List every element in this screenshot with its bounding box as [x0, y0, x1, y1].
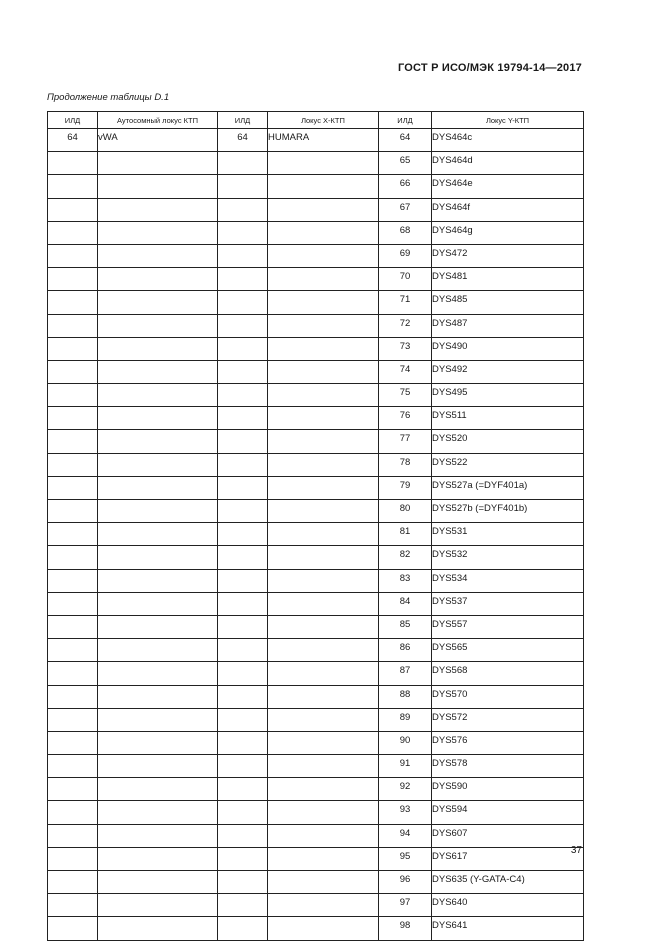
table-cell	[218, 360, 268, 383]
table-cell: 81	[379, 523, 432, 546]
table-cell	[268, 523, 379, 546]
table-row	[48, 546, 584, 569]
table-cell: DYS578	[432, 755, 584, 778]
table-cell: 88	[379, 685, 432, 708]
table-cell: 77	[379, 430, 432, 453]
table-cell	[218, 221, 268, 244]
table-row	[48, 778, 584, 801]
table-cell: 87	[379, 662, 432, 685]
table-cell: vWA	[98, 129, 218, 152]
table-cell	[98, 291, 218, 314]
table-cell	[98, 198, 218, 221]
table-cell: 98	[379, 917, 432, 940]
table-cell: 86	[379, 639, 432, 662]
table-row	[48, 847, 584, 870]
table-cell	[98, 244, 218, 267]
table-cell: 64	[218, 129, 268, 152]
table-cell	[48, 337, 98, 360]
table-row	[48, 453, 584, 476]
table-cell: DYS537	[432, 592, 584, 615]
table-row	[48, 314, 584, 337]
table-cell	[268, 824, 379, 847]
table-cell	[218, 569, 268, 592]
table-cell	[268, 847, 379, 870]
table-cell	[268, 268, 379, 291]
table-cell: DYS464e	[432, 175, 584, 198]
table-cell	[48, 476, 98, 499]
table-row	[48, 592, 584, 615]
table-cell	[48, 708, 98, 731]
table-cell	[98, 268, 218, 291]
table-cell	[98, 430, 218, 453]
table-cell: 73	[379, 337, 432, 360]
table-cell: 79	[379, 476, 432, 499]
table-cell	[268, 871, 379, 894]
table-row	[48, 430, 584, 453]
table-cell	[48, 824, 98, 847]
table-cell: DYS635 (Y-GATA-C4)	[432, 871, 584, 894]
table-body	[48, 129, 584, 941]
table-cell	[48, 152, 98, 175]
table-cell: 96	[379, 871, 432, 894]
table-row	[48, 198, 584, 221]
table-cell: 68	[379, 221, 432, 244]
table-cell: 67	[379, 198, 432, 221]
table-cell	[48, 615, 98, 638]
table-cell	[98, 894, 218, 917]
table-cell	[218, 384, 268, 407]
table-cell	[98, 708, 218, 731]
table-cell	[98, 407, 218, 430]
table-cell: DYS464c	[432, 129, 584, 152]
table-cell	[268, 152, 379, 175]
table-cell	[98, 221, 218, 244]
table-cell	[268, 360, 379, 383]
table-cell	[218, 198, 268, 221]
table-cell	[48, 221, 98, 244]
table-row	[48, 337, 584, 360]
table-cell: 69	[379, 244, 432, 267]
table-cell	[98, 639, 218, 662]
table-cell	[98, 731, 218, 754]
table-row	[48, 407, 584, 430]
table-cell	[48, 407, 98, 430]
table-row	[48, 824, 584, 847]
table-cell: 76	[379, 407, 432, 430]
table-cell	[218, 662, 268, 685]
table-row	[48, 244, 584, 267]
table-cell	[218, 639, 268, 662]
table-cell	[48, 847, 98, 870]
table-cell	[48, 500, 98, 523]
table-cell: DYS495	[432, 384, 584, 407]
page-number: 37	[570, 845, 582, 856]
table-cell	[48, 453, 98, 476]
table-row	[48, 639, 584, 662]
table-cell	[268, 778, 379, 801]
table-cell: 92	[379, 778, 432, 801]
table-cell: DYS490	[432, 337, 584, 360]
table-cell	[218, 847, 268, 870]
table-cell: 82	[379, 546, 432, 569]
data-table	[47, 111, 584, 941]
table-row	[48, 175, 584, 198]
column-header: ИЛД	[379, 112, 432, 129]
table-cell	[48, 871, 98, 894]
table-cell: DYS534	[432, 569, 584, 592]
table-cell	[268, 917, 379, 940]
table-cell: 95	[379, 847, 432, 870]
table-cell	[268, 244, 379, 267]
table-cell	[98, 500, 218, 523]
table-cell	[218, 755, 268, 778]
table-cell	[48, 685, 98, 708]
table-cell: 85	[379, 615, 432, 638]
table-cell: DYS481	[432, 268, 584, 291]
table-cell: 83	[379, 569, 432, 592]
table-cell	[48, 175, 98, 198]
table-cell	[218, 268, 268, 291]
table-cell	[98, 314, 218, 337]
table-cell: DYS492	[432, 360, 584, 383]
table-cell: 72	[379, 314, 432, 337]
table-cell	[98, 778, 218, 801]
table-cell	[48, 569, 98, 592]
table-cell	[268, 476, 379, 499]
table-row	[48, 871, 584, 894]
table-cell	[218, 731, 268, 754]
table-cell	[218, 523, 268, 546]
table-cell	[268, 546, 379, 569]
table-cell: HUMARA	[268, 129, 379, 152]
table-cell	[268, 500, 379, 523]
table-cell: DYS464d	[432, 152, 584, 175]
table-cell: 66	[379, 175, 432, 198]
table-cell	[48, 801, 98, 824]
table-cell	[48, 755, 98, 778]
table-cell	[268, 407, 379, 430]
table-cell	[98, 824, 218, 847]
table-cell: DYS527b (=DYF401b)	[432, 500, 584, 523]
table-row	[48, 221, 584, 244]
table-cell	[98, 360, 218, 383]
column-header: Локус Y-КТП	[432, 112, 584, 129]
table-cell	[98, 871, 218, 894]
table-cell: DYS487	[432, 314, 584, 337]
table-cell	[98, 615, 218, 638]
table-cell: DYS520	[432, 430, 584, 453]
table-cell	[268, 198, 379, 221]
table-cell	[98, 384, 218, 407]
table-cell	[48, 639, 98, 662]
table-cell: 65	[379, 152, 432, 175]
table-cell: DYS522	[432, 453, 584, 476]
document-header: ГОСТ Р ИСО/МЭК 19794-14—2017	[398, 62, 582, 74]
table-cell	[218, 778, 268, 801]
table-cell: DYS557	[432, 615, 584, 638]
table-cell: 71	[379, 291, 432, 314]
table-cell	[268, 314, 379, 337]
table-cell	[98, 847, 218, 870]
table-header-row	[48, 112, 584, 129]
table-cell	[268, 755, 379, 778]
table-cell	[218, 546, 268, 569]
table-cell: 70	[379, 268, 432, 291]
table-cell	[48, 360, 98, 383]
column-header: ИЛД	[48, 112, 98, 129]
table-cell	[218, 894, 268, 917]
table-cell	[268, 801, 379, 824]
table-cell	[48, 731, 98, 754]
table-cell	[268, 592, 379, 615]
table-cell	[98, 523, 218, 546]
column-header: Локус X-КТП	[268, 112, 379, 129]
table-cell	[218, 314, 268, 337]
table-cell	[218, 152, 268, 175]
table-cell	[98, 546, 218, 569]
table-cell: 80	[379, 500, 432, 523]
table-cell	[268, 291, 379, 314]
table-cell	[268, 221, 379, 244]
table-cell: DYS594	[432, 801, 584, 824]
table-cell	[98, 569, 218, 592]
table-cell: 97	[379, 894, 432, 917]
table-cell	[268, 639, 379, 662]
table-row	[48, 894, 584, 917]
table-cell: DYS568	[432, 662, 584, 685]
table-cell	[98, 337, 218, 360]
table-cell	[268, 569, 379, 592]
table-cell: DYS607	[432, 824, 584, 847]
table-row	[48, 801, 584, 824]
table-cell	[48, 430, 98, 453]
table-row	[48, 569, 584, 592]
table-cell: DYS565	[432, 639, 584, 662]
table-cell	[48, 778, 98, 801]
table-cell	[98, 476, 218, 499]
table-cell	[48, 244, 98, 267]
table-cell	[218, 917, 268, 940]
table-cell	[48, 198, 98, 221]
table-row	[48, 523, 584, 546]
table-cell: 78	[379, 453, 432, 476]
table-cell	[268, 453, 379, 476]
table-cell: 90	[379, 731, 432, 754]
table-cell	[268, 615, 379, 638]
table-cell	[268, 731, 379, 754]
table-cell	[48, 662, 98, 685]
table-cell: 84	[379, 592, 432, 615]
table-cell: DYS572	[432, 708, 584, 731]
table-cell	[218, 592, 268, 615]
table-row	[48, 615, 584, 638]
table-cell: DYS590	[432, 778, 584, 801]
table-cell: DYS485	[432, 291, 584, 314]
table-cell: 64	[48, 129, 98, 152]
table-cell	[268, 384, 379, 407]
table-cell	[218, 337, 268, 360]
table-cell: 94	[379, 824, 432, 847]
table-cell	[218, 453, 268, 476]
table-cell	[218, 175, 268, 198]
table-row	[48, 360, 584, 383]
table-row	[48, 708, 584, 731]
table-cell	[218, 824, 268, 847]
table-cell	[48, 592, 98, 615]
table-cell: DYS464f	[432, 198, 584, 221]
column-header: Аутосомный локус КТП	[98, 112, 218, 129]
table-cell: DYS641	[432, 917, 584, 940]
table-row	[48, 129, 584, 152]
table-cell: DYS531	[432, 523, 584, 546]
table-cell: DYS640	[432, 894, 584, 917]
table-cell	[48, 917, 98, 940]
table-cell: DYS464g	[432, 221, 584, 244]
column-header: ИЛД	[218, 112, 268, 129]
table-cell: 64	[379, 129, 432, 152]
table-cell	[98, 755, 218, 778]
table-cell	[98, 801, 218, 824]
table-row	[48, 476, 584, 499]
table-cell	[268, 337, 379, 360]
table-cell: 75	[379, 384, 432, 407]
table-cell	[268, 662, 379, 685]
table-cell	[98, 592, 218, 615]
table-cell	[48, 546, 98, 569]
table-cell	[48, 894, 98, 917]
table-cell	[218, 801, 268, 824]
table-cell	[98, 152, 218, 175]
table-row	[48, 755, 584, 778]
table-cell: 89	[379, 708, 432, 731]
table-cell: 74	[379, 360, 432, 383]
table-cell	[218, 871, 268, 894]
table-row	[48, 268, 584, 291]
table-cell	[98, 917, 218, 940]
table-row	[48, 662, 584, 685]
table-row	[48, 500, 584, 523]
table-cell	[98, 175, 218, 198]
table-cell: DYS570	[432, 685, 584, 708]
table-cell	[48, 291, 98, 314]
table-caption: Продолжение таблицы D.1	[47, 92, 170, 103]
table-row	[48, 152, 584, 175]
table-row	[48, 731, 584, 754]
table-cell	[268, 430, 379, 453]
table-cell	[218, 244, 268, 267]
table-cell: 91	[379, 755, 432, 778]
table-cell: DYS511	[432, 407, 584, 430]
table-cell: DYS617	[432, 847, 584, 870]
table-row	[48, 685, 584, 708]
table-cell	[268, 708, 379, 731]
table-row	[48, 384, 584, 407]
table-cell	[218, 685, 268, 708]
table-cell	[218, 615, 268, 638]
table-cell: DYS472	[432, 244, 584, 267]
table-cell: DYS576	[432, 731, 584, 754]
table-cell: DYS527a (=DYF401a)	[432, 476, 584, 499]
table-cell	[98, 685, 218, 708]
table-cell	[48, 314, 98, 337]
table-cell	[268, 175, 379, 198]
table-cell	[218, 407, 268, 430]
table-cell: DYS532	[432, 546, 584, 569]
table-cell	[98, 662, 218, 685]
table-cell: 93	[379, 801, 432, 824]
table-cell	[218, 430, 268, 453]
table-cell	[218, 476, 268, 499]
table-cell	[218, 500, 268, 523]
table-cell	[98, 453, 218, 476]
table-cell	[218, 291, 268, 314]
table-cell	[48, 384, 98, 407]
table-cell	[48, 523, 98, 546]
table-cell	[218, 708, 268, 731]
table-row	[48, 291, 584, 314]
table-cell	[268, 685, 379, 708]
table-row	[48, 917, 584, 940]
table-cell	[268, 894, 379, 917]
table-cell	[48, 268, 98, 291]
